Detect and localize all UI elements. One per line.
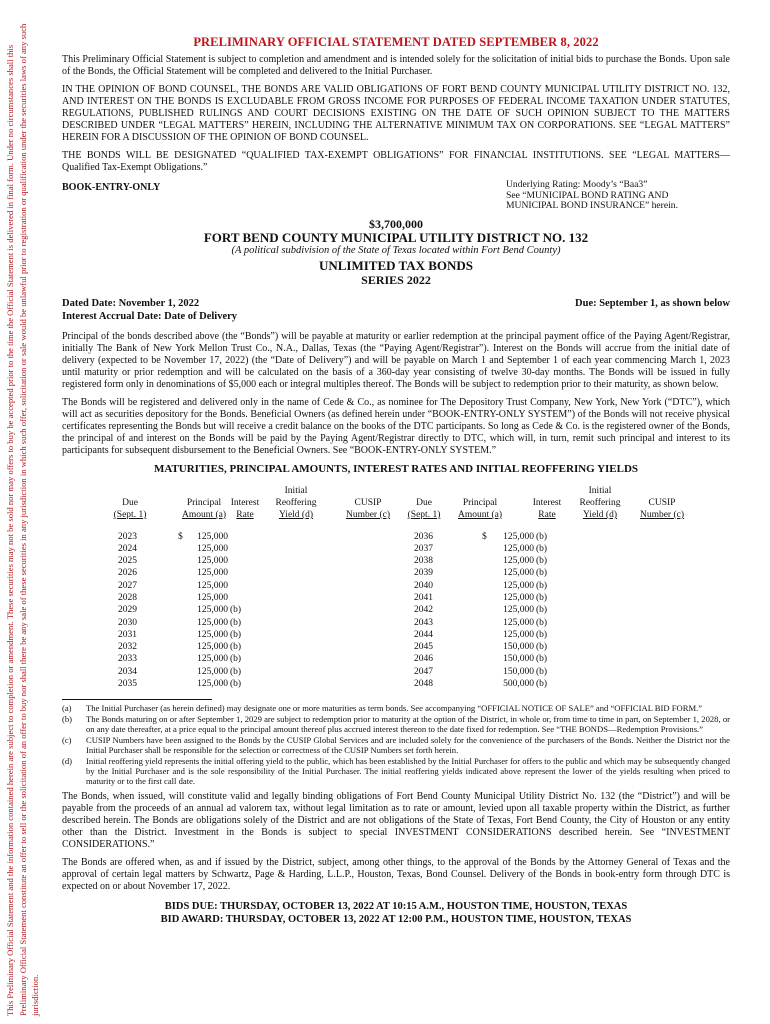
header-cusip-right: CUSIP Number (c) — [639, 497, 685, 520]
maturity-year: 2027 — [118, 580, 137, 591]
maturity-note: (b) — [536, 531, 548, 542]
maturity-note: (b) — [536, 592, 548, 603]
maturity-year: 2025 — [118, 556, 137, 567]
maturity-note — [230, 555, 250, 567]
footnote-text: Initial reoffering yield represents the initial offering yield to the public, which has been established by the Initial Purchaser for offers to the public and which may be subsequently changed by the Initial Purchaser and is the sole responsibility of the Initial Purchaser. The initial reoffering yields indicated above represent the lower of the yields resulting when priced to maturity or to the first call date. — [86, 755, 730, 786]
right-notes — [536, 531, 556, 691]
footnote — [62, 714, 730, 734]
right-years — [414, 531, 444, 691]
maturity-note — [230, 531, 250, 543]
maturity-amount: 125,000 — [503, 543, 534, 554]
dates-row — [62, 297, 730, 323]
maturity-amount: 150,000 — [503, 654, 534, 665]
rating-line-3: MUNICIPAL BOND INSURANCE” herein. — [506, 200, 678, 211]
left-years — [118, 531, 148, 691]
maturity-note: (b) — [536, 654, 548, 665]
maturity-year: 2028 — [118, 592, 137, 603]
maturity-year: 2037 — [414, 543, 433, 554]
series-title: SERIES 2022 — [361, 272, 431, 287]
maturity-amount: 125,000 — [197, 654, 228, 665]
maturity-note: (b) — [536, 679, 548, 690]
maturity-note: (b) — [536, 642, 548, 653]
header-rate: Interest Rate — [230, 497, 260, 520]
maturity-amount: 125,000 — [503, 580, 534, 591]
accrual-date: Interest Accrual Date: Date of Delivery — [62, 310, 238, 322]
maturity-year: 2046 — [414, 654, 433, 665]
header-yield-right: Initial Reoffering Yield (d) — [579, 485, 621, 521]
maturity-note: (b) — [230, 605, 242, 616]
header-principal-right: Principal Amount (a) — [457, 497, 503, 520]
maturity-amount: 125,000 — [197, 531, 228, 542]
issuer-subtitle: (A political subdivision of the State of Texas located within Fort Bend County) — [231, 244, 561, 256]
maturity-year: 2040 — [414, 580, 433, 591]
maturity-amount: 500,000 — [503, 679, 534, 690]
footnote-label: (a) — [62, 702, 72, 713]
document-page — [62, 36, 730, 926]
maturity-amount: 125,000 — [197, 556, 228, 567]
footnote-divider — [62, 699, 212, 700]
bid-dates — [62, 900, 730, 926]
maturity-note: (b) — [230, 666, 242, 677]
footnote-label: (d) — [62, 755, 73, 766]
rating-line-1: Underlying Rating: Moody’s “Baa3” — [506, 179, 648, 190]
header-rate-right: Interest Rate — [532, 497, 562, 520]
maturity-year: 2032 — [118, 642, 137, 653]
side-disclaimer-text: This Preliminary Official Statement and the information contained herein are subject to completion or amendment. These securities may not be sold nor may offers to buy be accepted prior to the time the Official Statement is delivered in final form. Under no circumstances shall this Preliminary Official Statement constitute an offer to sell or the solicitation of an offer to buy nor shall there be any sale of these securities in any jurisdiction in which such offer, solicitation or sale would be unlawful prior to registration or qualification under the securities laws of any such jurisdiction. — [5, 23, 40, 1016]
maturity-amount: 125,000 — [503, 531, 534, 542]
header-due-right: Due (Sept. 1) — [407, 497, 441, 520]
maturity-year: 2034 — [118, 666, 137, 677]
maturities-title: MATURITIES, PRINCIPAL AMOUNTS, INTEREST RATES AND INITIAL REOFFERING YIELDS — [153, 462, 639, 475]
maturity-note: (b) — [536, 556, 548, 567]
maturity-note: (b) — [230, 642, 242, 653]
bonds-title: UNLIMITED TAX BONDS — [318, 257, 474, 273]
footnotes — [62, 703, 730, 786]
maturity-year: 2029 — [118, 605, 137, 616]
header-yield: Initial Reoffering Yield (d) — [275, 485, 317, 521]
maturity-amount: 125,000 — [197, 605, 228, 616]
footnote — [62, 703, 730, 713]
obligations-paragraph: The Bonds, when issued, will constitute valid and legally binding obligations of Fort Bend County Municipal Utility District No. 132 (the “District”) and will be payable from the proceeds of an annual ad valorem tax, without legal limitation as to rate or amount, levied upon all taxable property within the District, as further described herein. The Bonds are obligations solely of the District and are not obligations of the State of Texas, Fort Bend County, the City of Houston or any entity other than the District. Investment in the Bonds is subject to special INVESTMENT CONSIDERATIONS described herein. See “INVESTMENT CONSIDERATIONS.” — [62, 790, 730, 850]
maturity-note: (b) — [230, 679, 242, 690]
principal-paragraph: Principal of the bonds described above (the “Bonds”) will be payable at maturity or earlier redemption at the principal payment office of the Paying Agent/Registrar, initially The Bank of New York Mellon Trust Co., N.A., Dallas, Texas (the “Paying Agent/Registrar”). Interest on the Bonds will accrue from the initial date of delivery (expected to be November 17, 2022) (the “Date of Delivery”) and will be payable on March 1 and September 1 of each year commencing March 1, 2023 until maturity or prior redemption and will be calculated on the basis of a 360-day year consisting of twelve 30-day months. The Bonds will be issued in fully registered form only in denominations of $5,000 each or integral multiples thereof. The Bonds will be subject to redemption prior to their maturity, as shown below. — [62, 330, 730, 390]
maturity-year: 2043 — [414, 617, 433, 628]
footnote-label: (c) — [62, 734, 72, 745]
maturity-amount: 125,000 — [197, 629, 228, 640]
maturity-note: (b) — [230, 617, 242, 628]
document-title: PRELIMINARY OFFICIAL STATEMENT DATED SEPTEMBER 8, 2022 — [193, 35, 599, 49]
maturity-year: 2031 — [118, 629, 137, 640]
maturity-year: 2047 — [414, 666, 433, 677]
footnote-label: (b) — [62, 713, 73, 724]
footnote — [62, 735, 730, 755]
intro-paragraph: This Preliminary Official Statement is subject to completion and amendment and is intended solely for the solicitation of initial bids to purchase the Bonds. Upon sale of the Bonds, the Official Statement will be completed and delivered to the Initial Purchaser. — [62, 54, 730, 77]
left-notes — [230, 531, 250, 691]
maturity-amount: 125,000 — [503, 629, 534, 640]
header-due: Due (Sept. 1) — [113, 497, 147, 520]
maturity-year: 2048 — [414, 679, 433, 690]
book-entry-row — [62, 180, 730, 212]
offered-paragraph: The Bonds are offered when, as and if issued by the District, subject, among other things, to the approval of the Bonds by the Attorney General of Texas and the approval of certain legal matters by Schwartz, Page & Harding, L.L.P., Houston, Texas, Bond Counsel. Delivery of the Bonds in book-entry form through DTC is expected on or about November 17, 2022. — [62, 856, 730, 892]
maturity-amount: 125,000 — [197, 592, 228, 603]
maturity-year: 2033 — [118, 654, 137, 665]
maturity-year: 2024 — [118, 543, 137, 554]
maturity-year: 2039 — [414, 568, 433, 579]
maturity-note: (b) — [536, 617, 548, 628]
maturity-year: 2036 — [414, 531, 433, 542]
opinion-paragraph: IN THE OPINION OF BOND COUNSEL, THE BONDS ARE VALID OBLIGATIONS OF FORT BEND COUNTY MUNICIPAL UTILITY DISTRICT NO. 132, AND INTEREST ON THE BONDS IS EXCLUDABLE FROM GROSS INCOME FOR PURPOSES OF FEDERAL INCOME TAXATION UNDER STATUTES, REGULATIONS, PUBLISHED RULINGS AND COURT DECISIONS EXISTING ON THE DATE OF SUCH OPINION SUBJECT TO THE MATTERS DESCRIBED UNDER “LEGAL MATTERS” HEREIN, INCLUDING THE ALTERNATIVE MINIMUM TAX ON CORPORATIONS. SEE “LEGAL MATTERS” HEREIN FOR A DISCUSSION OF THE OPINION OF BOND COUNSEL. — [62, 84, 730, 143]
dated-date: Dated Date: November 1, 2022 — [62, 297, 200, 309]
due-date: Due: September 1, as shown below — [575, 297, 730, 309]
maturity-note: (b) — [230, 654, 242, 665]
left-amounts — [172, 531, 228, 691]
maturity-note — [230, 592, 250, 604]
maturity-year: 2044 — [414, 629, 433, 640]
bid-award: BID AWARD: THURSDAY, OCTOBER 13, 2022 AT 12:00 P.M., HOUSTON TIME, HOUSTON, TEXAS — [160, 913, 632, 925]
maturity-amount: 125,000 — [197, 642, 228, 653]
maturity-year: 2038 — [414, 556, 433, 567]
maturity-note — [230, 567, 250, 579]
maturity-note — [230, 580, 250, 592]
maturity-amount: 125,000 — [197, 666, 228, 677]
maturity-note — [230, 543, 250, 555]
maturities-table — [62, 485, 730, 695]
maturity-note: (b) — [536, 666, 548, 677]
maturity-amount: 125,000 — [503, 568, 534, 579]
header-principal: Principal Amount (a) — [181, 497, 227, 520]
maturity-year: 2041 — [414, 592, 433, 603]
maturity-note: (b) — [536, 629, 548, 640]
header-cusip: CUSIP Number (c) — [345, 497, 391, 520]
rating-line-2: See “MUNICIPAL BOND RATING AND — [506, 189, 669, 201]
maturity-amount: 125,000 — [503, 617, 534, 628]
maturity-note: (b) — [536, 543, 548, 554]
maturity-amount: 125,000 — [197, 568, 228, 579]
maturity-note: (b) — [536, 605, 548, 616]
designation-paragraph: THE BONDS WILL BE DESIGNATED “QUALIFIED TAX-EXEMPT OBLIGATIONS” FOR FINANCIAL INSTITUTIONS. SEE “LEGAL MATTERS—Qualified Tax-Exempt Obligations.” — [62, 150, 730, 173]
issuer-name: FORT BEND COUNTY MUNICIPAL UTILITY DISTRICT NO. 132 — [203, 229, 589, 245]
side-disclaimer — [4, 0, 56, 1024]
dollar-sign-right: $ — [482, 531, 487, 542]
footnote — [62, 756, 730, 786]
maturity-note: (b) — [536, 580, 548, 591]
footnote-text: The Initial Purchaser (as herein defined) may designate one or more maturities as term bonds. See accompanying “OFFICIAL NOTICE OF SALE” and “OFFICIAL BID FORM.” — [86, 702, 703, 713]
maturity-amount: 150,000 — [503, 642, 534, 653]
maturity-year: 2042 — [414, 605, 433, 616]
maturity-amount: 125,000 — [197, 543, 228, 554]
maturity-amount: 125,000 — [197, 580, 228, 591]
footnote-text: CUSIP Numbers have been assigned to the Bonds by the CUSIP Global Services and are included solely for the convenience of the purchasers of the Bonds. Neither the District nor the Initial Purchaser shall be responsible for the selection or correctness of the CUSIP Numbers set forth herein. — [86, 734, 730, 755]
right-amounts — [476, 531, 534, 691]
bids-due: BIDS DUE: THURSDAY, OCTOBER 13, 2022 AT 10:15 A.M., HOUSTON TIME, HOUSTON, TEXAS — [164, 900, 628, 912]
maturity-year: 2045 — [414, 642, 433, 653]
maturity-amount: 125,000 — [503, 605, 534, 616]
book-entry-label: BOOK-ENTRY-ONLY — [62, 182, 161, 193]
maturity-amount: 125,000 — [503, 556, 534, 567]
maturity-year: 2026 — [118, 568, 137, 579]
maturity-year: 2023 — [118, 531, 137, 542]
registered-paragraph: The Bonds will be registered and delivered only in the name of Cede & Co., as nominee for The Depository Trust Company, New York, New York (“DTC”), which will act as securities depository for the Bonds. Beneficial Owners (as defined herein under “BOOK-ENTRY-ONLY SYSTEM”) of the Bonds will not receive physical certificates representing the Bonds but will receive a credit balance on the books of the DTC participants. So long as Cede & Co. is the registered owner of the Bonds, the principal of and interest on the Bonds will be paid by the Paying Agent/Registrar directly to DTC, which will, in turn, remit such principal and interest to its participants for subsequent disbursement to the Beneficial Owners. See “BOOK-ENTRY-ONLY SYSTEM.” — [62, 396, 730, 456]
maturity-amount: 150,000 — [503, 666, 534, 677]
maturity-note: (b) — [230, 629, 242, 640]
footnote-text: The Bonds maturing on or after September 1, 2029 are subject to redemption prior to maturity at the option of the District, in whole or, from time to time in part, on September 1, 2028, or on any date thereafter, at a price equal to the principal amount thereof plus accrued interest thereon to the date fixed for redemption. See “THE BONDS—Redemption Provisions.” — [86, 713, 730, 734]
maturity-amount: 125,000 — [197, 679, 228, 690]
maturity-note: (b) — [536, 568, 548, 579]
maturity-amount: 125,000 — [197, 617, 228, 628]
maturity-year: 2030 — [118, 617, 137, 628]
dollar-sign: $ — [178, 531, 183, 542]
maturity-year: 2035 — [118, 679, 137, 690]
issue-amount: $3,700,000 — [369, 216, 423, 231]
maturity-amount: 125,000 — [503, 592, 534, 603]
rating-block — [506, 180, 716, 212]
